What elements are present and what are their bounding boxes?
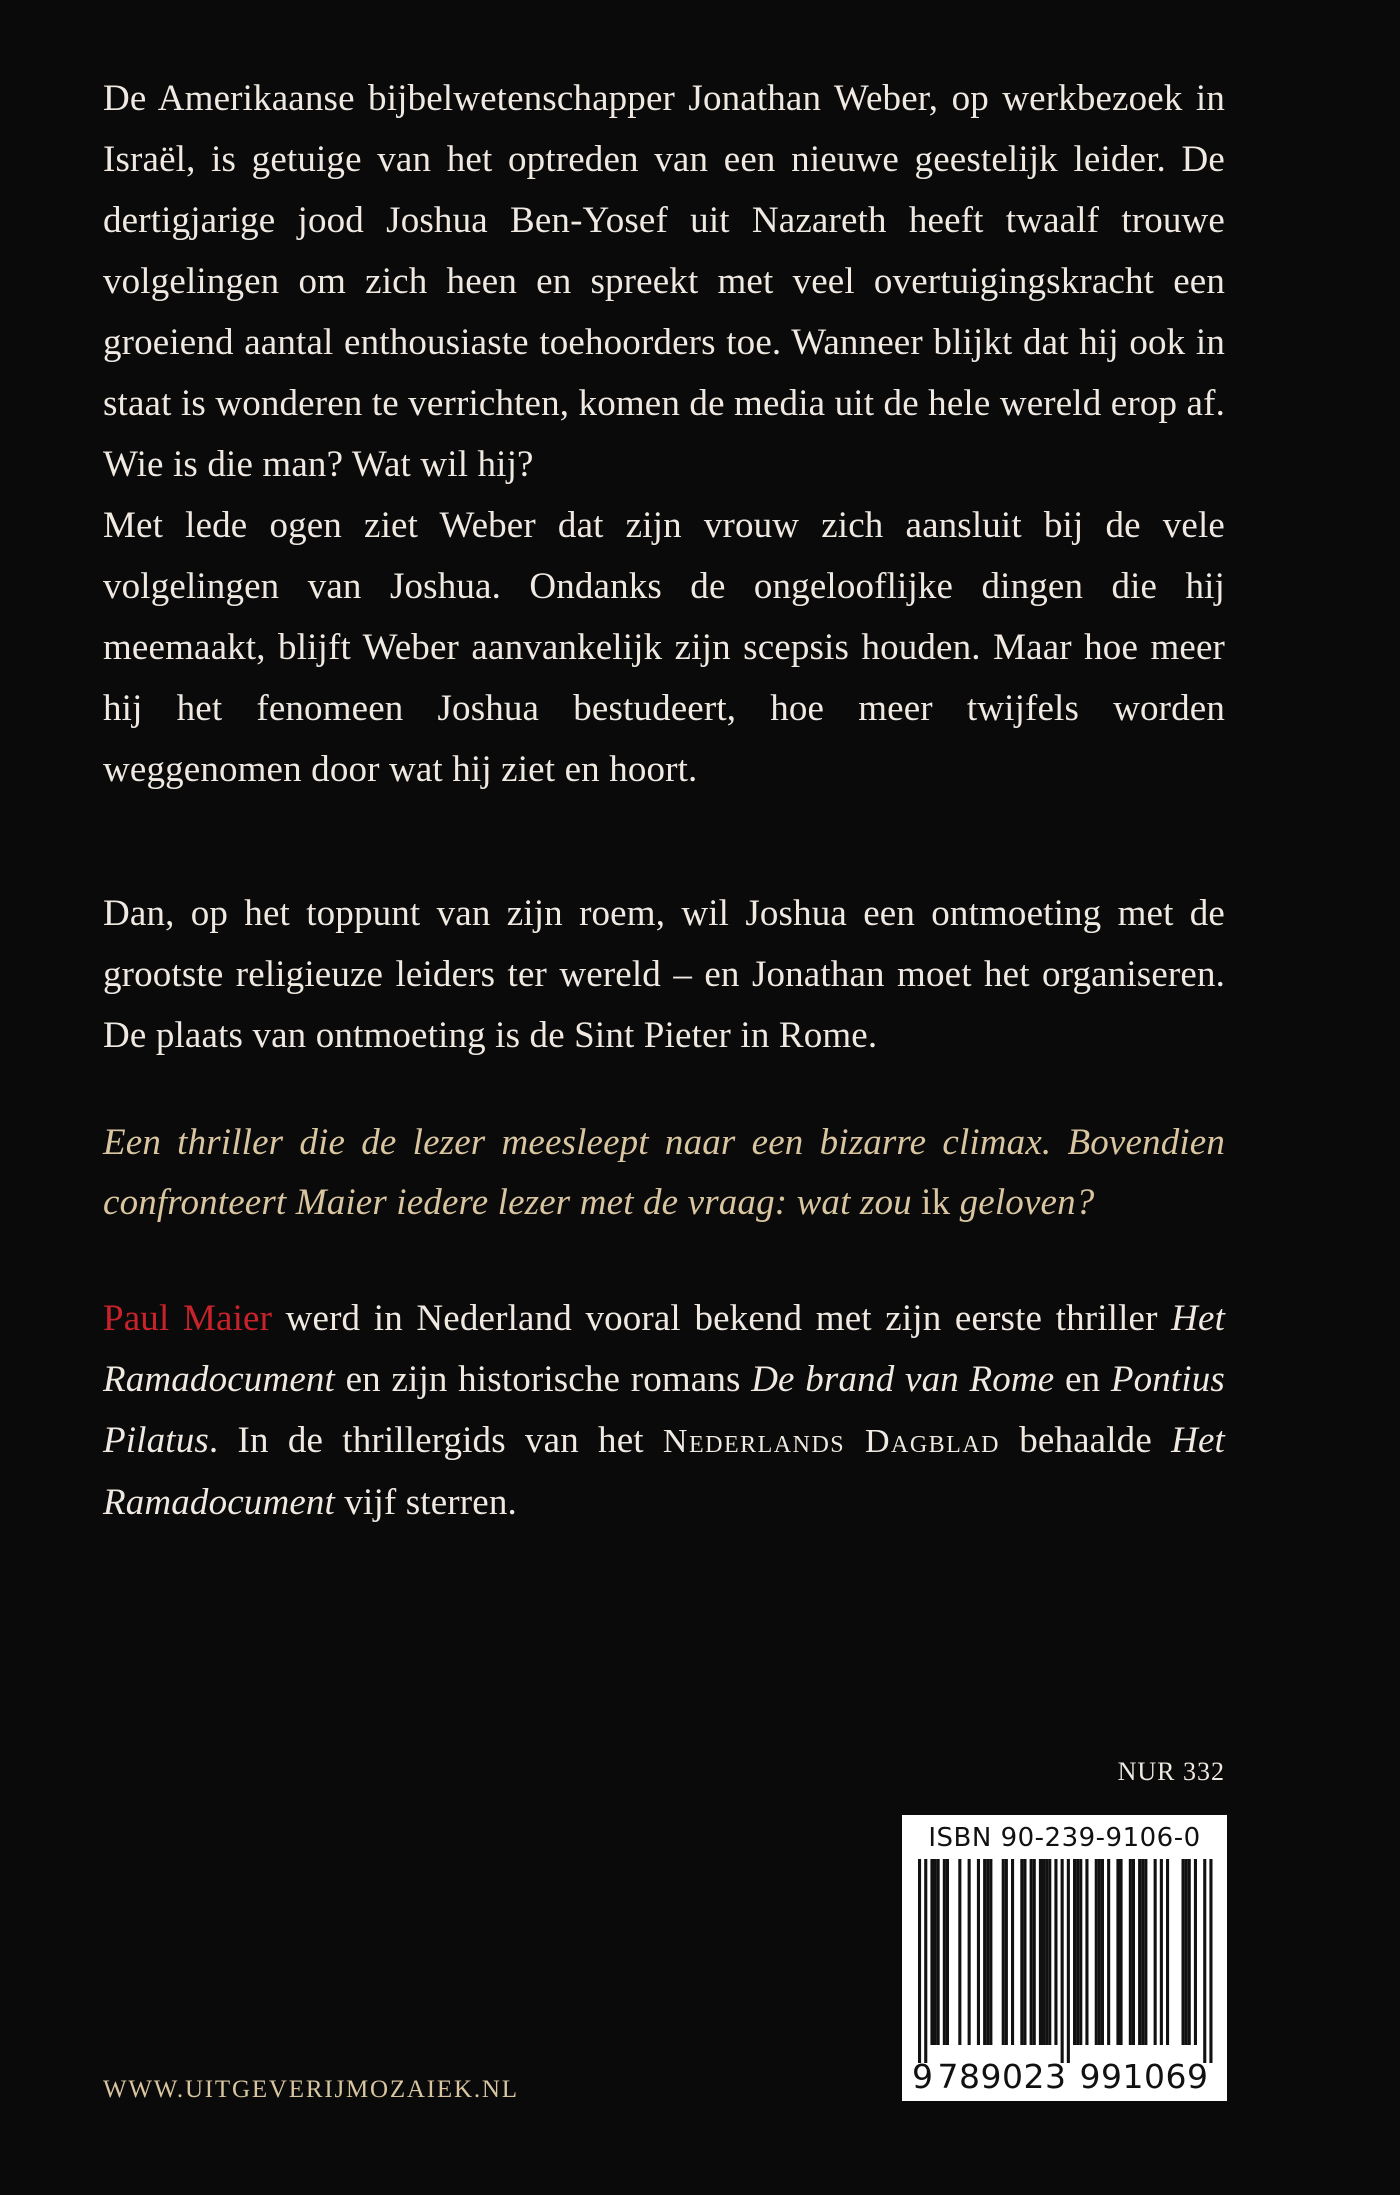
barcode-bar <box>1166 1859 1169 2045</box>
barcode-bar <box>983 1859 986 2045</box>
barcode-bar <box>1042 1859 1045 2045</box>
isbn-barcode <box>902 1815 1227 2101</box>
barcode-bar <box>1101 1859 1104 2045</box>
barcode-bar <box>943 1859 946 2045</box>
ean-first-digit: 9 <box>912 2057 933 2096</box>
bio-text-6: vijf sterren. <box>334 1482 517 1523</box>
barcode-bar <box>1048 1859 1051 2045</box>
barcode-bar <box>986 1859 989 2045</box>
publisher-website: WWW.UITGEVERIJMOZAIEK.NL <box>103 2076 519 2103</box>
bio-text-1: werd in Nederland vooral bekend met zijn eerste thriller <box>272 1298 1172 1339</box>
author-name: Paul Maier <box>103 1298 273 1339</box>
barcode-bar <box>1160 1859 1163 2045</box>
barcode-bar <box>1054 1859 1057 2045</box>
barcode-bar <box>958 1859 961 2045</box>
barcode-bar <box>930 1859 933 2045</box>
barcode-bar <box>934 1859 937 2045</box>
barcode-bar <box>1185 1859 1188 2045</box>
barcode-bar <box>1203 1859 1206 2063</box>
synopsis-closing <box>103 883 1225 1066</box>
bio-text-5: behaalde <box>1000 1420 1172 1461</box>
barcode-bar <box>1132 1859 1135 2045</box>
barcode-bar <box>1154 1859 1157 2045</box>
book-title-brand-van-rome: De brand van Rome <box>751 1359 1055 1400</box>
barcode-bars <box>910 1859 1219 2063</box>
book-title-ramadocument: Het Ramadocument <box>103 1298 1225 1400</box>
synopsis <box>103 68 1225 800</box>
barcode-bar <box>1002 1859 1005 2045</box>
barcode-bar <box>1033 1859 1036 2045</box>
isbn-label: ISBN 90-239-9106-0 <box>928 1823 1201 1853</box>
review-quote <box>103 1113 1225 1233</box>
bio-text-2: en zijn historische romans <box>334 1359 752 1400</box>
author-bio <box>103 1288 1225 1533</box>
barcode-bar <box>1067 1859 1070 2063</box>
book-title-pontius-pilatus: Pontius Pilatus <box>103 1359 1225 1461</box>
barcode-bar <box>1144 1859 1147 2045</box>
barcode-bar <box>977 1859 980 2045</box>
barcode-bar <box>1079 1859 1082 2045</box>
ean-right-group: 991069 <box>1079 2057 1209 2096</box>
barcode-bar <box>1182 1859 1185 2045</box>
barcode-bar <box>1107 1859 1110 2045</box>
synopsis-paragraph-2: Met lede ogen ziet Weber dat zijn vrouw zich aansluit bij de vele volgelingen van Joshua. Ondanks de ongelooflijke dingen die hij meemaakt, blijft Weber aanvankelijk zijn scepsis houden. Maar hoe meer hij het fenomeen Joshua bestudeert, hoe meer twijfels worden weggenomen door wat hij ziet en hoort. <box>103 505 1225 790</box>
ean-digits <box>902 2055 1227 2095</box>
barcode-bar <box>1045 1859 1048 2045</box>
quote-text-start: Een thriller die de lezer meesleept naar een bizarre climax. Bovendien confronteert Maier iedere lezer met de vraag: wat zou <box>103 1122 1225 1223</box>
barcode-bar <box>1039 1859 1042 2045</box>
barcode-bar <box>1020 1859 1023 2045</box>
synopsis-paragraph-3: Dan, op het toppunt van zijn roem, wil Joshua een ontmoeting met de grootste religieuze leiders ter wereld – en Jonathan moet het organiseren. De plaats van ontmoeting is de Sint Pieter in Rome. <box>103 893 1225 1056</box>
book-title-ramadocument-2: Het Ramadocument <box>103 1420 1225 1523</box>
barcode-bar <box>918 1859 921 2063</box>
synopsis-paragraph-1: De Amerikaanse bijbelwetenschapper Jonathan Weber, op werkbezoek in Israël, is getuige van het optreden van een nieuwe geestelijk leider. De dertigjarige jood Joshua Ben-Yosef uit Nazareth heeft twaalf trouwe volgelingen om zich heen en spreekt met veel overtuigingskracht een groeiend aantal enthousiaste toehoorders toe. Wanneer blijkt dat hij ook in staat is wonderen te verrichten, komen de media uit de hele wereld erop af. Wie is die man? Wat wil hij? <box>103 78 1225 485</box>
barcode-bar <box>1194 1859 1197 2045</box>
quote-emphasis: ik <box>921 1182 951 1223</box>
barcode-bar <box>1188 1859 1191 2045</box>
barcode-bar <box>1095 1859 1098 2045</box>
barcode-bar <box>968 1859 971 2045</box>
barcode-bar <box>1073 1859 1076 2045</box>
barcode-bar <box>1005 1859 1008 2045</box>
barcode-bar <box>1023 1859 1026 2045</box>
barcode-bar <box>1061 1859 1064 2063</box>
newspaper-name: Nederlands Dagblad <box>662 1423 1001 1460</box>
barcode-bar <box>1030 1859 1033 2045</box>
barcode-bar <box>946 1859 949 2045</box>
barcode-bar <box>937 1859 940 2045</box>
bio-text-4: . In de thrillergids van het <box>208 1420 663 1461</box>
barcode-bar <box>989 1859 992 2045</box>
barcode-bar <box>1076 1859 1079 2045</box>
quote-text-end: geloven? <box>950 1182 1095 1223</box>
barcode-bar <box>1098 1859 1101 2045</box>
barcode-bar <box>1209 1859 1212 2063</box>
barcode-bar <box>1116 1859 1119 2045</box>
barcode-bar <box>1141 1859 1144 2045</box>
barcode-bar <box>924 1859 927 2063</box>
barcode-bar <box>1011 1859 1014 2045</box>
barcode-bar <box>1138 1859 1141 2045</box>
nur-code: NUR 332 <box>1117 1757 1225 1786</box>
ean-left-group: 789023 <box>937 2057 1067 2096</box>
barcode-bar <box>1085 1859 1088 2045</box>
barcode-bar <box>1129 1859 1132 2045</box>
bio-text-3: en <box>1054 1359 1111 1400</box>
barcode-bar <box>1120 1859 1123 2045</box>
